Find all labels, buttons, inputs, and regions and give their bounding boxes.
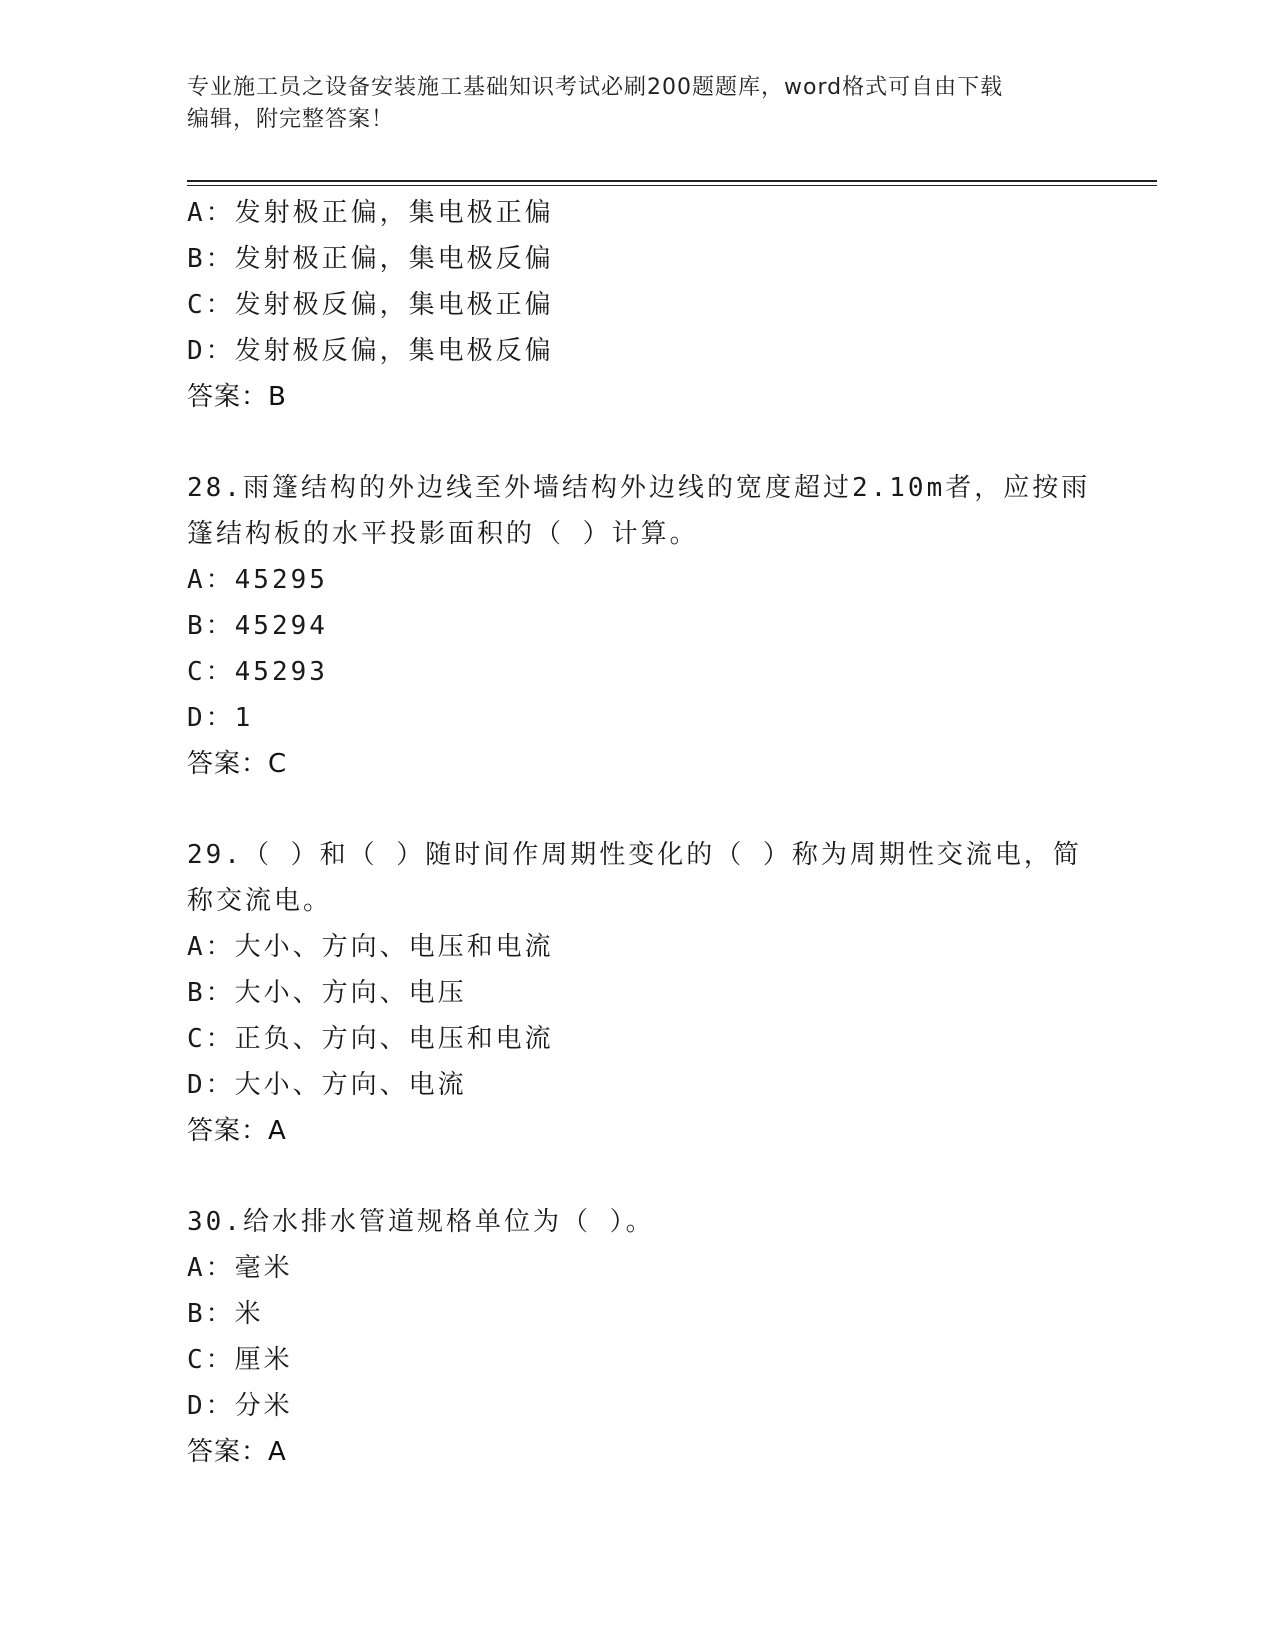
option-a: A：45295 [187, 565, 328, 595]
question-30 [187, 1199, 1087, 1475]
question-stem-line-1: 29.（ ）和（ ）随时间作周期性变化的（ ）称为周期性交流电，简 [187, 840, 1082, 870]
option-a: A：发射极正偏，集电极正偏 [187, 198, 554, 228]
option-d: D：分米 [187, 1391, 293, 1421]
question-27 [187, 190, 1087, 420]
question-list [187, 190, 1091, 1520]
question-stem-line-2: 篷结构板的水平投影面积的（ ）计算。 [187, 519, 699, 549]
answer: 答案：C [187, 749, 288, 779]
option-c: C：正负、方向、电压和电流 [187, 1024, 554, 1054]
option-c: C：发射极反偏，集电极正偏 [187, 290, 554, 320]
option-b: B：米 [187, 1299, 264, 1329]
header-divider-thick [187, 180, 1157, 182]
option-d: D：1 [187, 703, 254, 733]
document-header [187, 72, 1087, 136]
option-c: C：45293 [187, 657, 328, 687]
header-line-2: 编辑，附完整答案！ [187, 107, 395, 132]
question-29 [187, 832, 1087, 1154]
answer: 答案：A [187, 1437, 287, 1467]
question-stem-line-1: 30.给水排水管道规格单位为（ ）。 [187, 1207, 655, 1237]
question-stem-line-1: 28.雨篷结构的外边线至外墙结构外边线的宽度超过2.10m者，应按雨 [187, 473, 1091, 503]
option-d: D：发射极反偏，集电极反偏 [187, 336, 554, 366]
option-a: A：大小、方向、电压和电流 [187, 932, 554, 962]
header-divider-thin [187, 185, 1157, 186]
option-b: B：45294 [187, 611, 328, 641]
answer: 答案：B [187, 382, 287, 412]
option-a: A：毫米 [187, 1253, 293, 1283]
option-b: B：发射极正偏，集电极反偏 [187, 244, 554, 274]
option-b: B：大小、方向、电压 [187, 978, 467, 1008]
answer: 答案：A [187, 1116, 287, 1146]
option-d: D：大小、方向、电流 [187, 1070, 467, 1100]
question-28 [187, 465, 1091, 787]
question-stem-line-2: 称交流电。 [187, 886, 333, 916]
header-line-1: 专业施工员之设备安装施工基础知识考试必刷200题题库，word格式可自由下载 [187, 75, 1004, 100]
option-c: C：厘米 [187, 1345, 293, 1375]
